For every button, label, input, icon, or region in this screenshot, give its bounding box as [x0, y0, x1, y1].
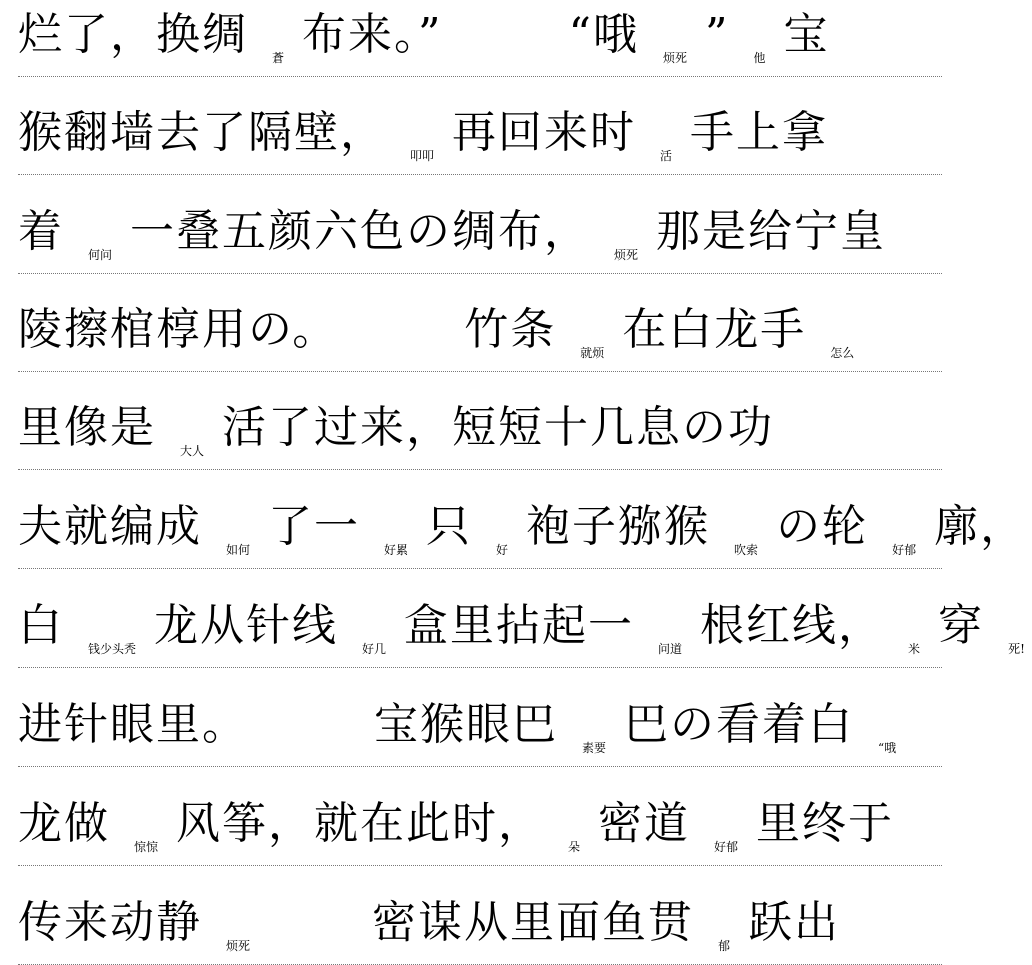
text-segment: 只: [426, 501, 473, 552]
noise-mark: 好郁: [714, 840, 739, 854]
noise-mark: 烦死: [663, 51, 688, 65]
text-segment: 竹条: [464, 304, 557, 355]
text-segment: 传来动静: [18, 897, 202, 948]
noise-mark: 蒼: [272, 51, 285, 65]
text-line-8: [18, 696, 942, 767]
text-segment: 里像是: [18, 402, 156, 453]
noise-mark: 好几: [362, 642, 387, 656]
text-line-6: [18, 498, 1027, 569]
text-segment: 活了过来，短短十几息の功: [222, 402, 775, 453]
noise-mark: 死!: [1008, 642, 1025, 656]
text-segment: 了一: [268, 501, 361, 552]
text-line-9: [18, 795, 942, 866]
text-segment: 袍子猕猴: [526, 501, 711, 552]
text-segment: “哦: [568, 9, 640, 60]
text-segment: 风筝，就在此时，: [176, 798, 545, 849]
noise-mark: 惊惊: [134, 840, 159, 854]
text-segment: 着: [18, 206, 64, 257]
text-line-4: [18, 301, 942, 372]
text-segment: 龙做: [18, 798, 110, 849]
text-segment: 根红线，: [700, 600, 885, 651]
noise-mark: 吹索: [734, 543, 759, 557]
text-line-2: [18, 104, 942, 175]
text-segment: 廓，: [934, 501, 1027, 552]
text-segment: 进针眼里。: [18, 699, 248, 750]
noise-mark: 如何: [226, 543, 251, 557]
text-segment: 在白龙手: [622, 304, 807, 355]
text-segment: 宝猴眼巴: [374, 699, 558, 750]
noise-mark: 素要: [582, 741, 607, 755]
text-segment: 烂了，换绸: [18, 9, 248, 60]
noise-mark: 朵: [568, 840, 581, 854]
text-segment: 巴の看着白: [624, 699, 855, 750]
text-line-1: [18, 6, 942, 77]
noise-mark: 好累: [384, 543, 409, 557]
text-line-5: [18, 399, 942, 470]
text-segment: 夫就编成: [18, 501, 202, 552]
noise-mark: 叩叩: [410, 149, 435, 163]
noise-mark: 就烦: [580, 346, 605, 360]
noise-mark: 烦死: [614, 248, 639, 262]
text-line-10: [18, 894, 942, 965]
text-segment: の轮: [776, 501, 869, 552]
text-line-3: [18, 203, 942, 274]
noise-mark: 大人: [180, 444, 205, 458]
text-segment: 盒里拈起一: [404, 600, 635, 651]
noise-mark: 怎么: [830, 346, 855, 360]
noise-mark: 问道: [658, 642, 683, 656]
text-segment: 陵擦棺椁用の。: [18, 304, 339, 355]
noise-mark: 活: [660, 149, 673, 163]
text-segment: 一叠五颜六色の绸布，: [130, 206, 591, 257]
text-segment: 白: [18, 600, 64, 651]
text-segment: 密道: [598, 798, 691, 849]
text-segment: 布来。”: [302, 9, 443, 60]
text-segment: 龙从针线: [154, 600, 339, 651]
noise-mark: 好: [496, 543, 509, 557]
noise-mark: 钱少头秃: [88, 642, 137, 656]
noise-mark: 何问: [88, 248, 113, 262]
text-segment: 跃出: [748, 897, 841, 948]
text-segment: 穿: [938, 600, 985, 651]
text-segment: ”: [705, 9, 730, 60]
text-segment: 再回来时: [452, 107, 637, 158]
noise-mark: 郁: [718, 939, 731, 953]
text-segment: 密谋从里面鱼贯: [372, 897, 695, 948]
text-segment: 猴翻墙去了隔壁，: [18, 107, 386, 158]
noise-mark: “哦: [878, 741, 897, 755]
text-line-7: [18, 597, 1025, 668]
noise-mark: 好郁: [892, 543, 917, 557]
noise-mark: 烦死: [226, 939, 251, 953]
text-segment: 手上拿: [690, 107, 829, 158]
text-segment: 那是给宁皇: [656, 206, 887, 257]
text-segment: 宝: [783, 9, 830, 60]
noise-mark: 米: [908, 642, 921, 656]
text-segment: 里终于: [756, 798, 895, 849]
noise-mark: 他: [753, 51, 766, 65]
